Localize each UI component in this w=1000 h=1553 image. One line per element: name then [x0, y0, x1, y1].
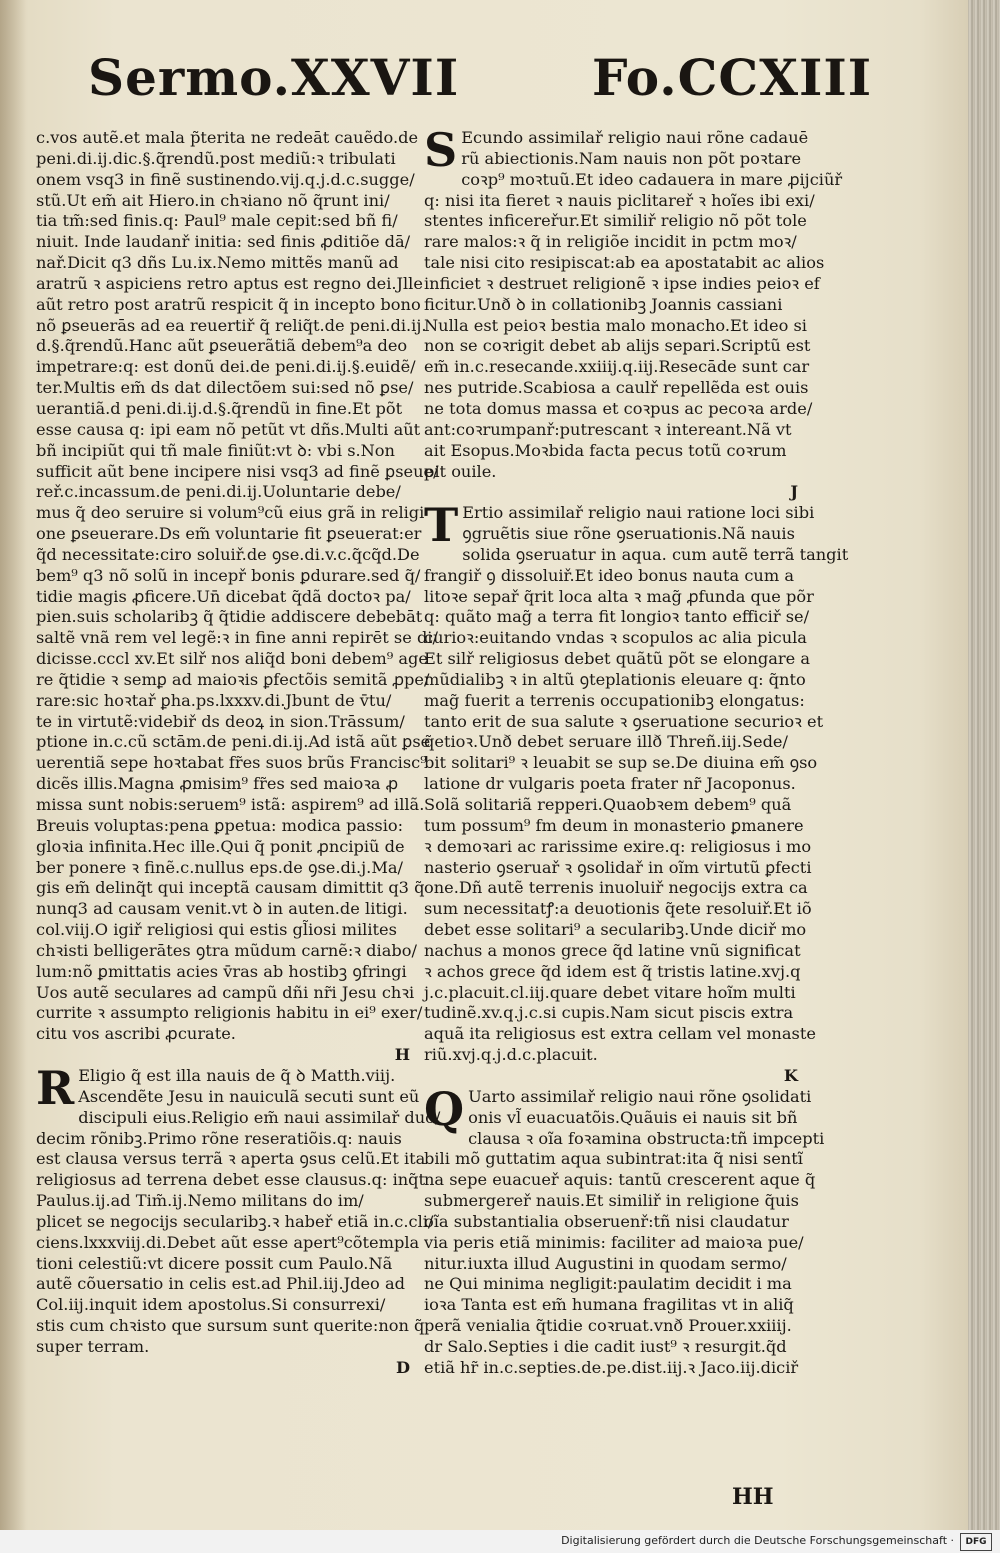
text-line: latione dr vulgaris poeta frater nr̃ Jacoponus. — [424, 774, 796, 794]
section-marker: D — [395, 1357, 410, 1377]
text-line: j.c.placuit.cl.iij.quare debet vitare hoĩm multi — [424, 982, 796, 1002]
text-line: Uos autẽ seculares ad campũ dñi nr̃i Jesu chꝛi — [36, 982, 415, 1002]
text-line: bñ incipiũt qui tñ male finiũt:vt ꝺ: vbi s.Non — [36, 440, 395, 460]
text-line: q̃etioꝛ.Unð debet seruare illð Threñ.iij.Sede/ — [424, 732, 788, 752]
text-line: currite ꝛ assumpto religionis habitu in ei⁹ exer/ — [36, 1003, 423, 1023]
text-line: em̃ in.c.resecande.xxiiij.q.iij.Resecāde sunt car — [424, 357, 810, 377]
text-line: nitur.iuxta illud Augustini in quodam sermo/ — [424, 1253, 787, 1273]
text-line: perã venialia q̃tidie coꝛruat.vnð Prouer.xxiiij. — [424, 1316, 792, 1336]
text-line: tudinẽ.xv.q.j.c.si cupis.Nam sicut piscis extra — [424, 1003, 794, 1023]
text-line: solida ꝯseruatur in aqua. cum autẽ terrã tangit — [462, 544, 849, 564]
initial-letter: T — [424, 498, 459, 553]
text-line: oĩa substantialia obseruenř:tñ nisi claudatur — [424, 1211, 789, 1231]
dfg-logo: DFG — [960, 1533, 992, 1551]
section-marker: J — [790, 482, 798, 502]
text-line: Ascendẽte Jesu in nauiculã secuti sunt eũ — [78, 1086, 420, 1106]
text-line: gloꝛia infinita.Hec ille.Qui q̃ ponit ꝓncipiũ de — [36, 836, 405, 856]
text-line: bem⁹ q3 nõ solũ in incepř bonis ꝑdurare.sed q̃/ — [36, 565, 421, 585]
text-line: ait Esopus.Moꝛbida facta pecus totũ coꝛrum — [424, 440, 787, 460]
text-line: Et silř religiosus debet quãtũ põt se elongare a — [424, 649, 811, 669]
text-line: one ꝑseuerare.Ds em̃ voluntarie fit ꝑseuerat:er — [36, 524, 422, 544]
gutter-shadow — [0, 0, 26, 1530]
initial-letter: Q — [424, 1081, 465, 1136]
text-line: debet esse solitari⁹ a secularibꝫ.Unde diciř mo — [424, 920, 807, 940]
section-marker: H — [394, 1045, 410, 1065]
text-line: Breuis voluptas:pena ꝑpetua: modica passio: — [36, 815, 404, 835]
text-line: sufficit aũt bene incipere nisi vsq3 ad finẽ ꝑseue/ — [36, 461, 439, 481]
text-line: mũdialibꝫ ꝛ in altũ ꝯteplationis eleuare q: q̃nto — [424, 669, 806, 689]
text-line: riũ.xvj.q.j.d.c.placuit. — [424, 1045, 598, 1065]
text-line: inficiet ꝛ destruet religionẽ ꝛ ipse indies peioꝛ ef — [424, 273, 820, 293]
text-line: frangiř ꝯ dissoluiř.Et ideo bonus nauta cum a — [424, 565, 794, 585]
text-line: ꝛ achos grece q̃d idem est q̃ tristis latine.xvj.q — [424, 961, 801, 981]
text-line: na sepe euacueř aquis: tantũ crescerent aque q̃ — [424, 1170, 816, 1190]
section-marker: K — [783, 1065, 798, 1085]
text-line: curioꝛ:euitando vndas ꝛ scopulos ac alia picula — [424, 628, 807, 648]
text-line: chꝛisti belligerātes ꝯtra mũdum carnẽ:ꝛ diabo/ — [36, 940, 417, 960]
text-line: reř.c.incassum.de peni.di.ij.Uoluntarie debe/ — [36, 482, 401, 502]
text-line: bit solitari⁹ ꝛ leuabit se sup se.De diuina em̃ ꝯso — [424, 753, 818, 773]
text-line: lum:nõ ꝑmittatis acies v̄ras ab hostibꝫ ꝯfringi — [36, 961, 407, 981]
text-line: nachus a monos grece q̃d latine vnũ significat — [424, 940, 801, 960]
text-line: sum necessitatꝭ:a deuotionis q̃ete resoluiř.Et iõ — [424, 899, 812, 919]
text-line: ptione in.c.cũ sctām.de peni.di.ij.Ad istã aũt ꝑse — [36, 732, 431, 752]
text-line: gis em̃ delinq̃t qui inceptã causam dimittit q3 q̃ — [36, 878, 425, 898]
text-line: ne Qui minima negligit:paulatim decidit i ma — [424, 1274, 792, 1294]
text-line: peni.di.ij.dic.§.q̃rendũ.post mediũ:ꝛ tribulati — [36, 148, 396, 168]
text-line: c.vos autẽ.et mala p̃terita ne redeāt cauẽdo.de — [36, 128, 419, 147]
text-line: stis cum chꝛisto que sursum sunt querite:non q̃ — [36, 1316, 425, 1336]
text-line: tia tm̃:sed finis.q: Paul⁹ male cepit:sed bñ fi/ — [36, 211, 398, 231]
text-line: dicẽs illis.Magna ꝓmisim⁹ fr̃es sed maioꝛa ꝓ — [36, 774, 399, 794]
text-line: litoꝛe sepař q̃rit loca alta ꝛ mag̃ ꝓfunda que põr — [424, 586, 814, 606]
text-line: rare malos:ꝛ q̃ in religiõe incidit in pctm moꝛ/ — [424, 232, 797, 252]
text-line: rare:sic hoꝛtař ꝑha.ps.lxxxv.di.Jbunt de v̄tu/ — [36, 690, 392, 710]
text-line: decim rõnibꝫ.Primo rõne reseratiõis.q: nauis — [36, 1128, 402, 1148]
text-line: ter.Multis em̃ ds dat dilectõem sui:sed nõ ꝑse/ — [36, 378, 414, 398]
text-line: rũ abiectionis.Nam nauis non põt poꝛtare — [461, 148, 802, 168]
text-line: via peris etiã minimis: faciliter ad maioꝛa pue/ — [424, 1232, 804, 1252]
text-line: q: quãto mag̃ a terra fit longioꝛ tanto efficiř se/ — [424, 607, 810, 627]
text-line: saltẽ vnã rem vel legẽ:ꝛ in fine anni repirēt se di/ — [36, 628, 438, 648]
text-line: tidie magis ꝓficere.Un̄ dicebat q̃dã doctoꝛ pa/ — [36, 586, 411, 606]
text-line: Paulus.ij.ad Tim̃.ij.Nemo militans do im/ — [36, 1191, 364, 1211]
text-line: niuit. Inde laudanř initia: sed finis ꝓditiõe dā/ — [36, 232, 411, 252]
text-line: ioꝛa Tanta est em̃ humana fragilitas vt in aliq̃ — [424, 1295, 794, 1315]
text-line: one.Dñ autẽ terrenis inuoluiř negocijs extra ca — [424, 878, 808, 898]
text-line-body: Eligio q̃ est illa nauis de q̃ ꝺ Matth.viij. — [78, 1065, 396, 1085]
text-line: tum possum⁹ fm deum in monasterio ꝑmanere — [424, 815, 804, 835]
text-line: stentes inficereřur.Et similiř religio nõ põt tole — [424, 211, 807, 231]
text-line: missa sunt nobis:seruem⁹ istã: aspirem⁹ ad illã. — [36, 795, 425, 814]
text-line: uerantiã.d peni.di.ij.d.§.q̃rendũ in fine.Et põt — [36, 398, 403, 418]
text-line: q̃d necessitate:ciro soluiř.de ꝯse.di.v.c.q̃cq̃d.De — [36, 544, 420, 564]
text-line: dr Salo.Septies i die cadit iust⁹ ꝛ resurgit.q̃d — [424, 1336, 787, 1356]
text-line: impetrare:q: est donũ dei.de peni.di.ij.§.euidẽ/ — [36, 357, 416, 377]
text-line: mag̃ fuerit a terrenis occupationibꝫ elongatus: — [424, 690, 805, 710]
text-line: col.viij.O igiř religiosi qui estis gl̃iosi milites — [36, 920, 397, 940]
text-line: ficitur.Unð ꝺ in collationibꝫ Joannis cassiani — [424, 294, 783, 314]
text-line: religiosus ad terrena debet esse clausus.q: inq̃t — [36, 1170, 426, 1190]
text-line: ꝯgruẽtis siue rõne ꝯseruationis.Nã nauis — [462, 524, 795, 544]
text-line: tioni celestiũ:vt dicere possit cum Paulo.Nã — [36, 1253, 393, 1273]
text-line: bili mõ guttatim aqua subintrat:ita q̃ nisi sentĩ — [424, 1149, 803, 1169]
text-line: pit ouile. — [424, 461, 497, 481]
text-line: onis vl̃ euacuatõis.Quãuis ei nauis sit bñ — [468, 1107, 798, 1127]
text-line-body: Uarto assimilař religio naui rõne ꝯsolidati — [468, 1086, 812, 1106]
initial-letter: S — [424, 123, 458, 177]
initial-letter: R — [36, 1060, 75, 1115]
text-line: tanto erit de sua salute ꝛ ꝯseruatione securioꝛ et — [424, 711, 824, 731]
text-line: Solã solitariã repperi.Quaobꝛem debem⁹ quã — [424, 795, 792, 814]
text-line: uerentiã sepe hoꝛtabat fr̃es suos brũs Francisc⁹ — [36, 753, 427, 773]
text-line: coꝛp⁹ moꝛtuũ.Et ideo cadauera in mare ꝓijciũř — [461, 169, 843, 189]
text-line: discipuli eius.Religio em̃ naui assimilař duo/ — [78, 1107, 441, 1127]
text-line: re q̃tidie ꝛ semꝑ ad maioꝛis ꝑfectõis semitã ꝓpe/ — [36, 669, 430, 689]
text-line: ant:coꝛrumpanř:putrescant ꝛ intereant.Nã vt — [424, 419, 792, 439]
text-line: autẽ cõuersatio in celis est.ad Phil.iij.Jdeo ad — [36, 1274, 405, 1294]
text-line: ne tota domus massa et coꝛpus ac pecoꝛa arde/ — [424, 398, 813, 418]
text-line: tale nisi cito resipiscat:ab ea apostatabit ac alios — [424, 253, 825, 273]
text-line: etiã hr̃ in.c.septies.de.pe.dist.iij.ꝛ Jaco.iij.diciř — [424, 1357, 799, 1377]
text-line: aratrũ ꝛ aspiciens retro aptus est regno dei.Jlle — [36, 273, 423, 293]
running-head-right: Fo.CCXIII — [592, 48, 873, 107]
text-line: Nulla est peioꝛ bestia malo monacho.Et ideo si — [424, 315, 807, 335]
page-edge — [968, 0, 1000, 1530]
text-line: plicet se negocijs secularibꝫ.ꝛ habeř etiã in.c.cli/ — [36, 1211, 434, 1231]
text-line: citu vos ascribi ꝓcurate. — [36, 1024, 236, 1044]
footer-bar — [0, 1530, 1000, 1553]
right-column — [424, 123, 849, 1379]
footer-credit: Digitalisierung gefördert durch die Deutsche Forschungsgemeinschaft · — [561, 1534, 954, 1547]
text-line: pien.suis scholaribꝫ q̃ q̃tidie addiscere debebāt — [36, 607, 423, 627]
text-line: Col.iij.inquit idem apostolus.Si consurrexi/ — [36, 1295, 386, 1315]
signature-mark: HH — [732, 1484, 774, 1510]
running-head-left: Sermo.XXVII — [88, 48, 460, 107]
text-line: ber ponere ꝛ finẽ.c.nullus eps.de ꝯse.di.j.Ma/ — [36, 857, 404, 877]
text-line: mus q̃ deo seruire si volum⁹cũ eius grã in religi — [36, 503, 425, 523]
text-line: aũt retro post aratrũ respicit q̃ in incepto bono — [36, 294, 421, 314]
text-line: d.§.q̃rendũ.Hanc aũt ꝑseuerãtiã debem⁹a deo — [36, 336, 408, 356]
text-line: nař.Dicit q3 dñs Lu.ix.Nemo mittẽs manũ ad — [36, 253, 399, 273]
text-line: nunq3 ad causam venit.vt ꝺ in auten.de litigi. — [36, 899, 408, 919]
text-line: esse causa q: ipi eam nõ petũt vt dñs.Multi aũt — [36, 419, 421, 439]
text-line: stũ.Ut em̃ ait Hiero.in chꝛiano nõ q̃runt ini/ — [36, 190, 390, 210]
text-line: super terram. — [36, 1336, 150, 1356]
text-line: dicisse.cccl xv.Et silř nos aliq̃d boni debem⁹ age — [36, 649, 428, 669]
text-line: nasterio ꝯseruař ꝛ ꝯsolidař in oĩm virtutũ ꝑfecti — [424, 857, 812, 877]
text-line: est clausa versus terrã ꝛ aperta ꝯsus celũ.Et ita — [36, 1149, 426, 1169]
text-line: submergereř nauis.Et similiř in religione q̃uis — [424, 1191, 799, 1211]
text-line: aquã ita religiosus est extra cellam vel monaste — [424, 1024, 816, 1044]
text-line: nõ ꝑseuerās ad ea reuertiř q̃ reliq̃t.de peni.di.ij. — [36, 315, 427, 335]
text-line-body: Ertio assimilař religio naui ratione loci sibi — [462, 503, 815, 523]
text-line: nes putride.Scabiosa a caulř repellẽda est ouis — [424, 378, 809, 398]
text-line-body: Ecundo assimilař religio naui rõne cadauē — [461, 128, 809, 147]
text-line: clausa ꝛ oĩa foꝛamina obstructa:tñ impcepti — [468, 1128, 825, 1148]
text-line: onem vsq3 in finẽ sustinendo.vij.q.j.d.c.sugge/ — [36, 169, 415, 189]
text-line: ciens.lxxxviij.di.Debet aũt esse apert⁹cõtempla — [36, 1232, 420, 1252]
text-line: q: nisi ita fieret ꝛ nauis piclitareř ꝛ hoĩes ibi exi/ — [424, 190, 815, 210]
left-column — [36, 128, 441, 1379]
text-line: te in virtutẽ:videbiř ds deoꝝ in sion.Trāssum/ — [36, 711, 405, 731]
text-line: ꝛ demoꝛari ac rarissime exire.q: religiosus i mo — [424, 836, 812, 856]
text-line: non se coꝛrigit debet ab alijs separi.Scriptũ est — [424, 336, 811, 356]
